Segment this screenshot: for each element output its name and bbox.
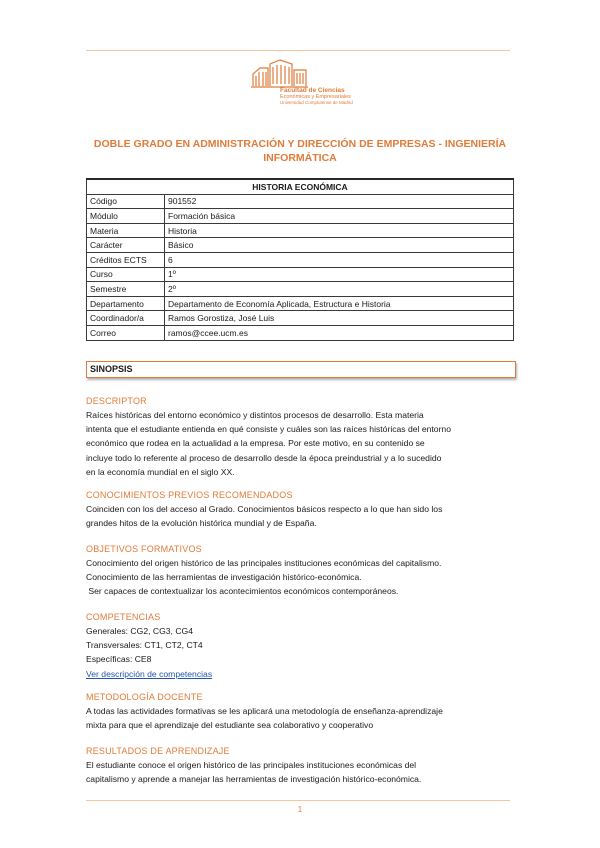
table-row [87, 238, 514, 253]
resultados-heading: RESULTADOS DE APRENDIZAJE [86, 746, 230, 756]
row-label: Departamento [87, 296, 165, 311]
resultados-line: El estudiante conoce el origen histórico de las principales instituciones económicas del [86, 760, 417, 770]
conocimientos-heading: CONOCIMIENTOS PREVIOS RECOMENDADOS [86, 490, 293, 500]
row-label: Módulo [87, 209, 165, 224]
course-info-table [86, 178, 514, 341]
row-value: 901552 [165, 194, 514, 209]
descriptor-line: en la economía mundial en el siglo XX. [86, 466, 235, 477]
row-value: Básico [165, 238, 514, 253]
objetivos-heading: OBJETIVOS FORMATIVOS [86, 544, 202, 554]
metodologia-line: mixta para que el aprendizaje del estudiante sea colaborativo y cooperativo [86, 720, 374, 731]
row-value: Ramos Gorostiza, José Luis [165, 311, 514, 326]
conocimientos-line: Coinciden con los del acceso al Grado. Conocimientos básicos respecto a lo que han sido los [86, 504, 443, 514]
metodologia-heading: METODOLOGÍA DOCENTE [86, 692, 203, 702]
row-label: Créditos ECTS [87, 252, 165, 267]
competencias-transversales: Transversales: CT1, CT2, CT4 [86, 640, 203, 651]
row-value: Departamento de Economía Aplicada, Estructura e Historia [165, 296, 514, 311]
conocimientos-line: grandes hitos de la evolución histórica mundial y de España. [86, 518, 317, 529]
row-label: Coordinador/a [87, 311, 165, 326]
row-label: Código [87, 194, 165, 209]
competencias-heading: COMPETENCIAS [86, 612, 161, 622]
resultados-line: capitalismo y aprende a manejar las herramientas de investigación histórico-económica. [86, 774, 422, 785]
resultados-text [86, 758, 514, 786]
faculty-logo [250, 58, 360, 114]
table-row [87, 325, 514, 340]
objetivos-line: Conocimiento de las herramientas de investigación histórico-económica. [86, 572, 362, 583]
footer-rule [86, 800, 510, 801]
metodologia-line: A todas las actividades formativas se les aplicará una metodología de enseñanza-aprendizaje [86, 706, 443, 716]
objetivos-line: Conocimiento del origen histórico de las principales instituciones económicas del capitalismo. [86, 558, 442, 568]
sinopsis-heading-box [86, 361, 516, 378]
table-header-row [87, 179, 514, 194]
row-value: ramos@ccee.ucm.es [165, 325, 514, 340]
building-icon [250, 58, 310, 90]
competencias-especificas: Específicas: CE8 [86, 654, 152, 665]
logo-line-3: Universidad Complutense de Madrid [280, 100, 353, 105]
row-label: Curso [87, 267, 165, 282]
descriptor-line: económico que rodea en la actualidad a la empresa. Por este motivo, en su contenido se [86, 438, 425, 449]
row-label: Materia [87, 223, 165, 238]
objetivos-text [86, 556, 514, 599]
logo-line-1: Facultad de Ciencias [280, 87, 345, 94]
descriptor-line: intenta que el estudiante entienda en qué consiste y cuáles son las raíces históricas del entorno [86, 424, 451, 435]
descriptor-line: Raíces históricas del entorno económico y distintos procesos de desarrollo. Esta materia [86, 410, 424, 420]
table-row [87, 223, 514, 238]
descriptor-line: incluye todo lo referente al proceso de desarrollo desde la época preindustrial y a lo sucedido [86, 452, 442, 463]
row-value: Historia [165, 223, 514, 238]
sinopsis-title: SINOPSIS [90, 364, 133, 374]
logo-text [280, 88, 360, 106]
descriptor-text [86, 408, 514, 479]
descriptor-heading: DESCRIPTOR [86, 396, 147, 406]
row-label: Correo [87, 325, 165, 340]
table-row [87, 194, 514, 209]
course-name: HISTORIA ECONÓMICA [87, 179, 514, 194]
header-rule [86, 50, 510, 51]
page-number: 1 [297, 805, 303, 814]
row-value: 6 [165, 252, 514, 267]
competencias-description-link[interactable]: Ver descripción de competencias [86, 668, 213, 679]
row-value: Formación básica [165, 209, 514, 224]
row-label: Semestre [87, 282, 165, 297]
degree-title: DOBLE GRADO EN ADMINISTRACIÓN Y DIRECCIÓN DE EMPRESAS - INGENIERÍA INFORMÁTICA [93, 138, 507, 164]
table-row [87, 209, 514, 224]
row-label: Carácter [87, 238, 165, 253]
table-row [87, 267, 514, 282]
metodologia-text [86, 704, 514, 732]
conocimientos-text [86, 502, 514, 530]
table-row [87, 311, 514, 326]
competencias-text [86, 624, 514, 681]
objetivos-line: Ser capaces de contextualizar los acontecimientos económicos contemporáneos. [86, 586, 399, 597]
logo-line-2: Económicas y Empresariales [280, 94, 351, 100]
competencias-generales: Generales: CG2, CG3, CG4 [86, 626, 193, 636]
row-value: 1º [165, 267, 514, 282]
row-value: 2º [165, 282, 514, 297]
table-row [87, 282, 514, 297]
table-row [87, 296, 514, 311]
table-row [87, 252, 514, 267]
